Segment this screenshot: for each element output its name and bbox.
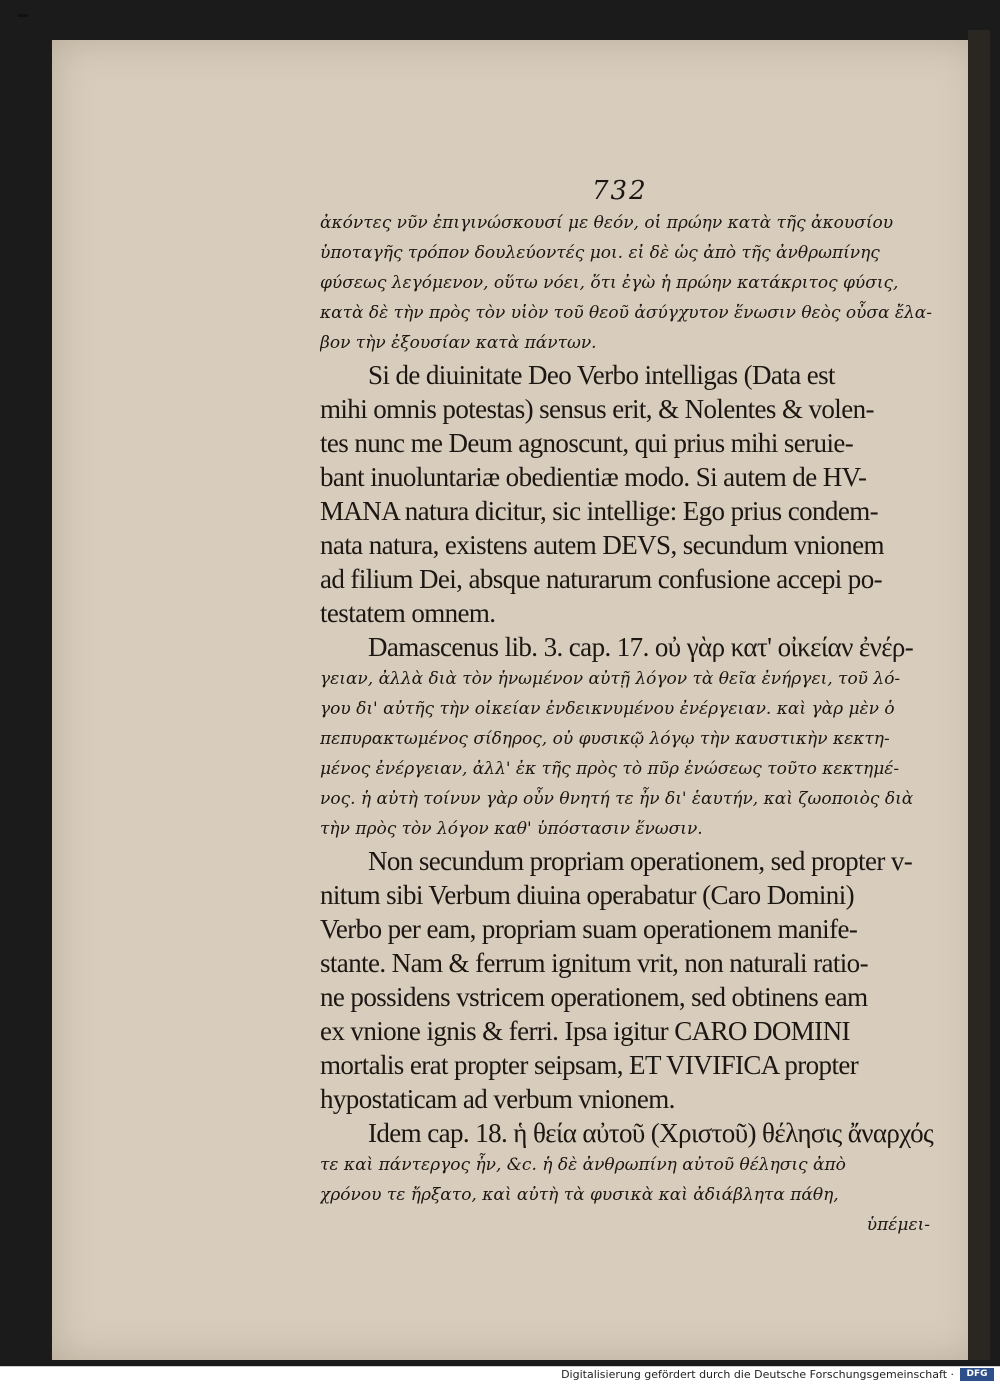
text-line: χρόνου τε ἤρξατο, καὶ αὐτὴ τὰ φυσικὰ καὶ ἀδιάβλητα πάθη, [320,1185,839,1205]
text-line: ad filium Dei, absque naturarum confusione accepi po- [320,564,882,594]
text-line: τὴν πρὸς τὸν λόγον καθ' ὑπόστασιν ἕνωσιν. [320,819,703,839]
text-line: ex vnione ignis & ferri. Ipsa igitur CARO DOMINI [320,1016,850,1046]
scan-mark [18,14,28,17]
text-line: τε καὶ πάντεργος ἦν, &c. ἡ δὲ ἀνθρωπίνη αὐτοῦ θέλησις ἀπὸ [320,1155,846,1175]
text-line: mihi omnis potestas) sensus erit, & Nolentes & volen- [320,394,874,424]
text-line: Si de diuinitate Deo Verbo intelligas (Data est [368,360,835,390]
dfg-logo: DFG [960,1368,994,1381]
text-line: mortalis erat propter seipsam, ET VIVIFICA propter [320,1050,859,1080]
text-line: ὑποταγῆς τρόπον δουλεύοντές μοι. εἰ δὲ ὡς ἀπὸ τῆς ἀνθρωπίνης [320,243,880,263]
text-line: γειαν, ἀλλὰ διὰ τὸν ἡνωμένον αὐτῇ λόγον τὰ θεῖα ἐνήργει, τοῦ λό- [320,669,901,689]
text-line: MANA natura dicitur, sic intellige: Ego prius condem- [320,496,878,526]
text-line: νος. ἡ αὐτὴ τοίνυν γὰρ οὖν θνητή τε ἦν δι' ἑαυτήν, καὶ ζωοποιὸς διὰ [320,789,914,809]
text-line: testatem omnem. [320,598,496,628]
page-edge-shadow [968,30,990,1360]
text-line: stante. Nam & ferrum ignitum vrit, non naturali ratio- [320,948,868,978]
text-line: πεπυρακτωμένος σίδηρος, οὐ φυσικῷ λόγῳ τὴν καυστικὴν κεκτη- [320,729,890,749]
text-line: nitum sibi Verbum diuina operabatur (Caro Domini) [320,880,855,910]
text-line: Damascenus lib. 3. cap. 17. οὐ γὰρ κατ' οἰκείαν ἐνέρ- [368,632,914,662]
page-number: 732 [592,176,648,206]
catchword: ὑπέμει- [866,1215,930,1235]
text-line: Non secundum propriam operationem, sed propter v- [368,846,913,876]
text-line: μένος ἐνέργειαν, ἀλλ' ἐκ τῆς πρὸς τὸ πῦρ ἑνώσεως τοῦτο κεκτημέ- [320,759,900,779]
text-line: φύσεως λεγόμενον, οὕτω νόει, ὅτι ἐγὼ ἡ πρώην κατάκριτος φύσις, [320,273,899,293]
text-line: ne possidens vstricem operationem, sed obtinens eam [320,982,868,1012]
text-line: Idem cap. 18. ἡ θεία αὐτοῦ (Χριστοῦ) θέλησις ἄναρχός [368,1118,934,1148]
text-line: bant inuoluntariæ obedientiæ modo. Si autem de HV- [320,462,867,492]
text-line: γου δι' αὐτῆς τὴν οἰκείαν ἐνδεικνυμένου ἐνέργειαν. καὶ γὰρ μὲν ὁ [320,699,895,719]
text-line: nata natura, existens autem DEVS, secundum vnionem [320,530,884,560]
text-line: Verbo per eam, propriam suam operationem manife- [320,914,858,944]
text-line: κατὰ δὲ τὴν πρὸς τὸν υἱὸν τοῦ θεοῦ ἀσύγχυτον ἕνωσιν θεὸς οὖσα ἔλα- [320,303,933,323]
text-line: tes nunc me Deum agnoscunt, qui prius mihi seruie- [320,428,854,458]
text-line: βον τὴν ἐξουσίαν κατὰ πάντων. [320,333,597,353]
text-line: ἀκόντες νῦν ἐπιγινώσκουσί με θεόν, οἱ πρώην κατὰ τῆς ἀκουσίου [320,213,894,233]
text-block [320,208,940,1240]
text-line: hypostaticam ad verbum vnionem. [320,1084,675,1114]
footer-credit: Digitalisierung gefördert durch die Deutsche Forschungsgemeinschaft · [561,1368,954,1381]
